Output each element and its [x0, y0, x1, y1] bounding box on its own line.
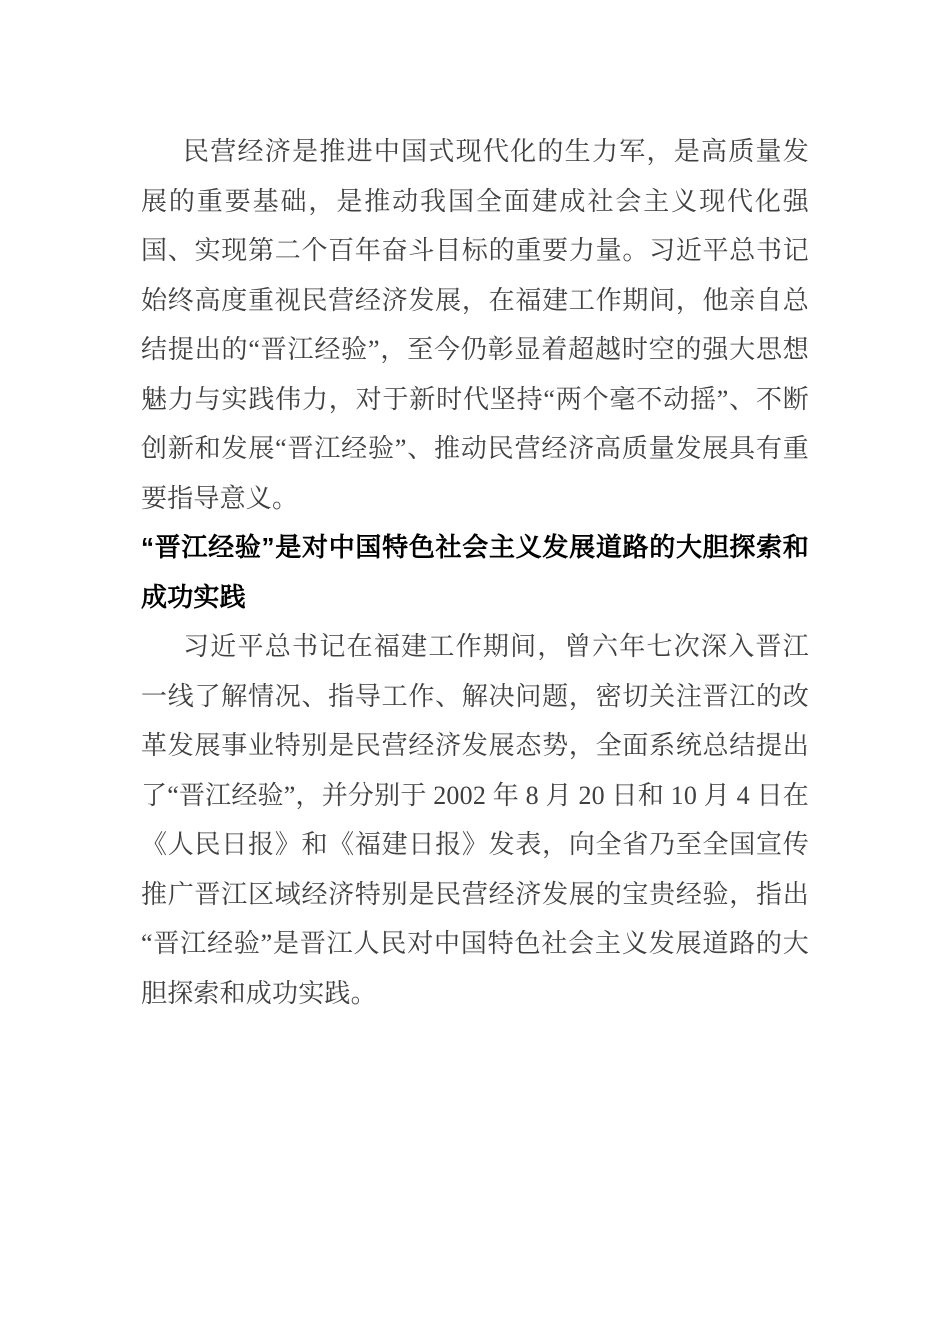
document-body	[141, 127, 809, 1018]
section-heading-jinjiang-experience: “晋江经验”是对中国特色社会主义发展道路的大胆探索和成功实践	[141, 532, 809, 612]
paragraph-jinjiang-history: 习近平总书记在福建工作期间，曾六年七次深入晋江一线了解情况、指导工作、解决问题，密切关注晋江的改革发展事业特别是民营经济发展态势，全面系统总结提出了“晋江经验”，并分别于 2002 年 8 月 20 日和 10 月 4 日在《人民日报》和《福建日报》发表，向全省乃至全国宣传推广晋江区域经济特别是民营经济发展的宝贵经验，指出“晋江经验”是晋江人民对中国特色社会主义发展道路的大胆探索和成功实践。	[141, 632, 809, 1008]
paragraph-private-economy-intro: 民营经济是推进中国式现代化的生力军，是高质量发展的重要基础，是推动我国全面建成社会主义现代化强国、实现第二个百年奋斗目标的重要力量。习近平总书记始终高度重视民营经济发展，在福建工作期间，他亲自总结提出的“晋江经验”，至今仍彰显着超越时空的强大思想魅力与实践伟力，对于新时代坚持“两个毫不动摇”、不断创新和发展“晋江经验”、推动民营经济高质量发展具有重要指导意义。	[141, 137, 809, 513]
